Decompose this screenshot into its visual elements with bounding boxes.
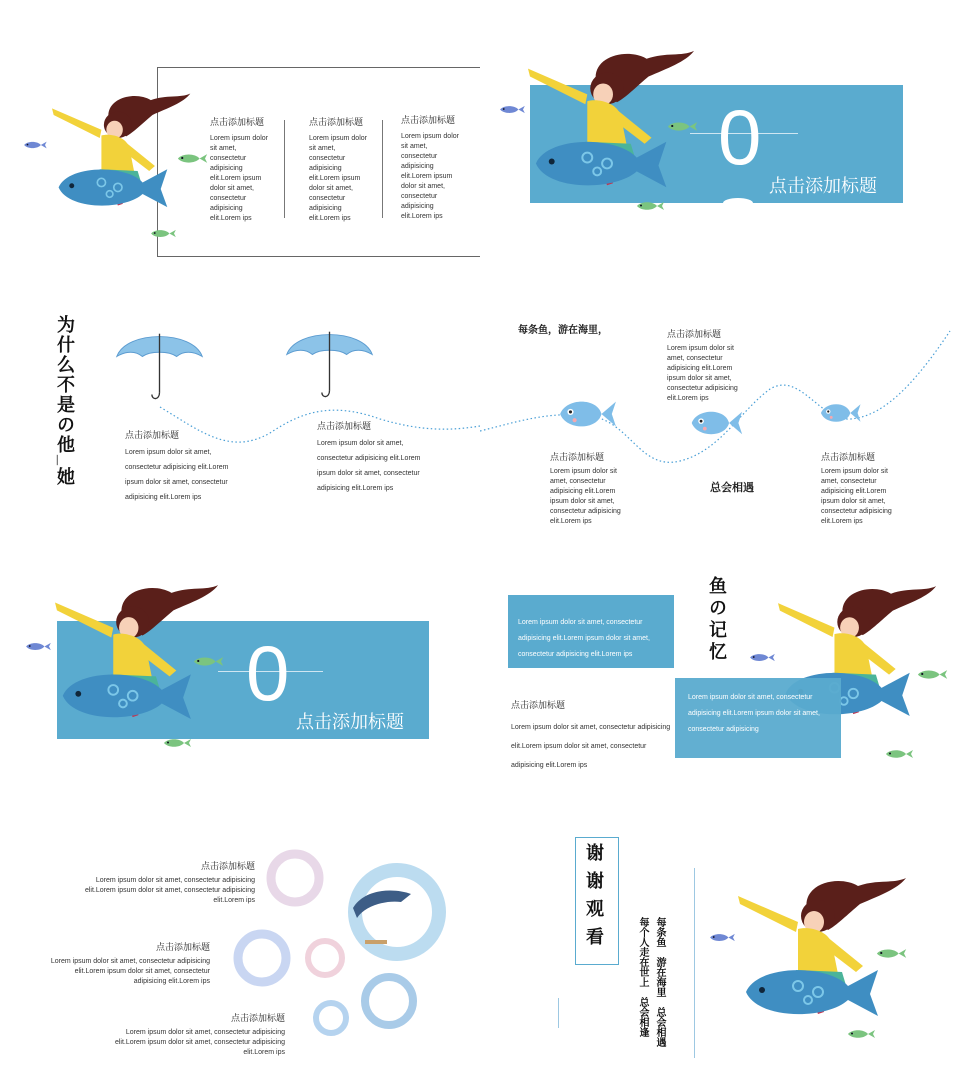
block-heading: 点击添加标题 bbox=[667, 329, 722, 339]
slide-3 bbox=[0, 271, 480, 542]
divider bbox=[284, 120, 285, 218]
column-3 bbox=[401, 113, 463, 222]
bottom-caption: 总会相遇 bbox=[710, 482, 754, 494]
text-box-1-content: Lorem ipsum dolor sit amet, consectetur adipisicing elit.Lorem ipsum dolor sit amet, consectetur adipisicing elit.Lorem ips bbox=[518, 619, 650, 658]
small-fish-icon bbox=[914, 668, 950, 681]
small-fish-icon bbox=[148, 228, 178, 239]
vertical-title: 为什么不是の他_她 bbox=[55, 315, 75, 488]
small-fish-icon bbox=[498, 104, 526, 115]
photo-rings bbox=[225, 848, 455, 1048]
panel-notch bbox=[723, 198, 753, 208]
slide-4 bbox=[480, 271, 960, 542]
info-block-1 bbox=[125, 428, 235, 505]
section-number: 0 bbox=[718, 93, 762, 181]
info-block-1 bbox=[667, 327, 747, 404]
section-title: 点击添加标题 bbox=[769, 176, 877, 196]
divider bbox=[382, 120, 383, 218]
block-heading: 点击添加标题 bbox=[125, 430, 180, 440]
info-block-2 bbox=[317, 419, 427, 496]
small-fish-icon bbox=[24, 641, 52, 652]
poem-line-2: 每个人走在世上 总会相逢 bbox=[637, 917, 648, 1037]
small-fish-icon bbox=[190, 655, 226, 668]
item-heading: 点击添加标题 bbox=[200, 861, 255, 871]
slide-7 bbox=[0, 813, 480, 1084]
slide-6 bbox=[480, 542, 960, 813]
small-fish-icon bbox=[159, 737, 195, 749]
column-body: Lorem ipsum dolor sit amet, consectetur adipisicing elit.Lorem ipsum dolor sit amet, consectetur adipisicing elit.Lorem ips bbox=[210, 135, 268, 222]
block-heading: 点击添加标题 bbox=[821, 452, 876, 462]
round-fish-icon bbox=[556, 393, 618, 435]
round-fish-icon bbox=[688, 403, 744, 443]
girl-on-fish-illustration bbox=[55, 576, 220, 732]
block-heading: 点击添加标题 bbox=[317, 421, 372, 431]
column-body: Lorem ipsum dolor sit amet, consectetur adipisicing elit.Lorem ipsum dolor sit amet, consectetur adipisicing elit.Lorem ips bbox=[309, 135, 367, 222]
item-body: Lorem ipsum dolor sit amet, consectetur adipisicing elit.Lorem ipsum dolor sit amet, consectetur adipisicing elit.Lorem ips bbox=[50, 958, 210, 985]
small-fish-icon bbox=[665, 120, 699, 133]
column-heading: 点击添加标题 bbox=[210, 117, 265, 127]
info-block-3 bbox=[821, 450, 901, 527]
column-body: Lorem ipsum dolor sit amet, consectetur adipisicing elit.Lorem ipsum dolor sit amet, consectetur adipisicing elit.Lorem ips bbox=[401, 133, 459, 220]
section-title: 点击添加标题 bbox=[296, 712, 404, 732]
item-body: Lorem ipsum dolor sit amet, consectetur adipisicing elit.Lorem ipsum dolor sit amet, consectetur adipisicing elit.Lorem ips bbox=[114, 1029, 285, 1056]
accent-line bbox=[694, 868, 695, 1058]
column-1 bbox=[210, 115, 272, 224]
item-body: Lorem ipsum dolor sit amet, consectetur adipisicing elit.Lorem ipsum dolor sit amet, consectetur adipisicing elit.Lorem ips bbox=[84, 877, 255, 904]
section-number: 0 bbox=[246, 629, 290, 717]
text-box-2-content: Lorem ipsum dolor sit amet, consectetur adipisicing elit.Lorem ipsum dolor sit amet, consectetur adipisicing bbox=[688, 694, 820, 733]
block-body: Lorem ipsum dolor sit amet, consectetur adipisicing elit.Lorem ipsum dolor sit amet, consectetur adipisicing elit.Lorem ips bbox=[821, 468, 892, 525]
small-fish-icon bbox=[22, 140, 48, 150]
poem-line-1: 每条鱼 游在海里 总会相遇 bbox=[654, 917, 665, 1047]
girl-on-fish-illustration bbox=[52, 78, 192, 226]
info-item-2 bbox=[40, 940, 210, 987]
item-heading: 点击添加标题 bbox=[230, 1013, 285, 1023]
column-heading: 点击添加标题 bbox=[309, 117, 364, 127]
slide-5 bbox=[0, 542, 480, 813]
small-fish-icon bbox=[708, 932, 736, 943]
small-fish-icon bbox=[880, 748, 918, 760]
block-body: Lorem ipsum dolor sit amet, consectetur adipisicing elit.Lorem ipsum dolor sit amet, consectetur adipisicing elit.Lorem ips bbox=[317, 440, 421, 492]
accent-line bbox=[558, 998, 559, 1028]
small-fish-icon bbox=[842, 1028, 880, 1040]
vertical-title: 鱼の记忆 bbox=[707, 576, 727, 664]
small-fish-icon bbox=[632, 200, 668, 212]
block-heading: 点击添加标题 bbox=[550, 452, 605, 462]
top-caption: 每条鱼，游在海里， bbox=[518, 325, 608, 336]
round-fish-icon bbox=[818, 397, 862, 429]
item-heading: 点击添加标题 bbox=[155, 942, 210, 952]
slide-8 bbox=[480, 813, 960, 1084]
column-heading: 点击添加标题 bbox=[401, 115, 456, 125]
block-body: Lorem ipsum dolor sit amet, consectetur adipisicing elit.Lorem ipsum dolor sit amet, consectetur adipisicing elit.Lorem ips bbox=[667, 345, 738, 402]
small-fish-icon bbox=[748, 652, 776, 663]
dotted-path bbox=[0, 271, 480, 542]
block-body: Lorem ipsum dolor sit amet, consectetur adipisicing elit.Lorem ipsum dolor sit amet, consectetur adipisicing elit.Lorem ips bbox=[550, 468, 621, 525]
small-fish-icon bbox=[175, 152, 209, 165]
thanks-title: 谢谢观看 bbox=[584, 843, 604, 955]
block-body: Lorem ipsum dolor sit amet, consectetur adipisicing elit.Lorem ipsum dolor sit amet, consectetur adipisicing elit.Lorem ips bbox=[125, 449, 229, 501]
slide-2 bbox=[480, 0, 960, 271]
slide-1 bbox=[0, 0, 480, 271]
small-fish-icon bbox=[872, 947, 910, 960]
info-block-2 bbox=[550, 450, 625, 527]
block-body: Lorem ipsum dolor sit amet, consectetur adipisicing elit.Lorem ipsum dolor sit amet, consectetur adipisicing elit.Lorem ips bbox=[511, 724, 671, 769]
column-2 bbox=[309, 115, 371, 224]
block-heading: 点击添加标题 bbox=[511, 700, 566, 710]
